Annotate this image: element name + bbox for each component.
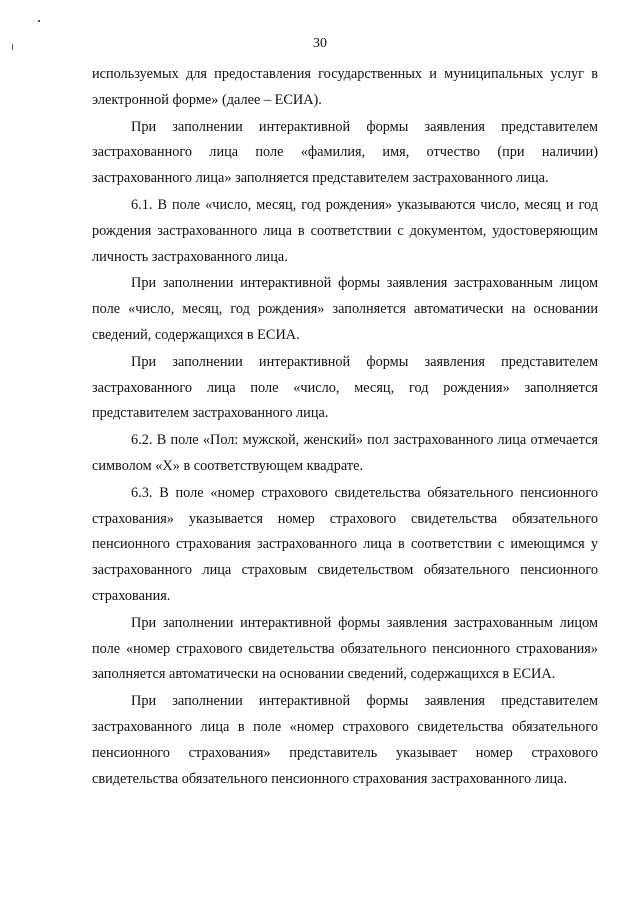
page-number: 30 [313, 36, 327, 51]
paragraph: 6.3. В поле «номер страхового свидетельства обязательного пенсионного страхования» указывается номер страхового свидетельства обязательного пенсионного страхования застрахованного лица в соответствии с имеющимся у застрахованного лица страховым свидетельством обязательного пенсионного страхования. [92, 484, 598, 604]
paragraph: 6.1. В поле «число, месяц, год рождения» указываются число, месяц и год рождения застрахованного лица в соответствии с документом, удостоверяющим личность застрахованного лица. [92, 196, 598, 265]
paragraph: При заполнении интерактивной формы заявления представителем застрахованного лица в поле «номер страхового свидетельства обязательного пенсионного страхования» представитель указывает номер страхового свидетельства обязательного пенсионного страхования застрахованного лица. [92, 693, 598, 787]
paragraph: При заполнении интерактивной формы заявления представителем застрахованного лица поле «фамилия, имя, отчество (при наличии) застрахованного лица» заполняется представителем застрахованного лица. [92, 118, 598, 187]
paragraph-continuation: используемых для предоставления государственных и муниципальных услуг в электронной форме» (далее – ЕСИА). [92, 66, 598, 108]
document-body [92, 62, 598, 793]
paragraph: При заполнении интерактивной формы заявления застрахованным лицом поле «число, месяц, год рождения» заполняется автоматически на основании сведений, содержащихся в ЕСИА. [92, 275, 598, 343]
scan-speck [38, 20, 40, 22]
paragraph: При заполнении интерактивной формы заявления застрахованным лицом поле «номер страхового свидетельства обязательного пенсионного страхования» заполняется автоматически на основании сведений, содержащихся в ЕСИА. [92, 614, 598, 683]
paragraph: 6.2. В поле «Пол: мужской, женский» пол застрахованного лица отмечается символом «Х» в соответствующем квадрате. [92, 432, 598, 474]
paragraph: При заполнении интерактивной формы заявления представителем застрахованного лица поле «число, месяц, год рождения» заполняется представителем застрахованного лица. [92, 353, 598, 422]
